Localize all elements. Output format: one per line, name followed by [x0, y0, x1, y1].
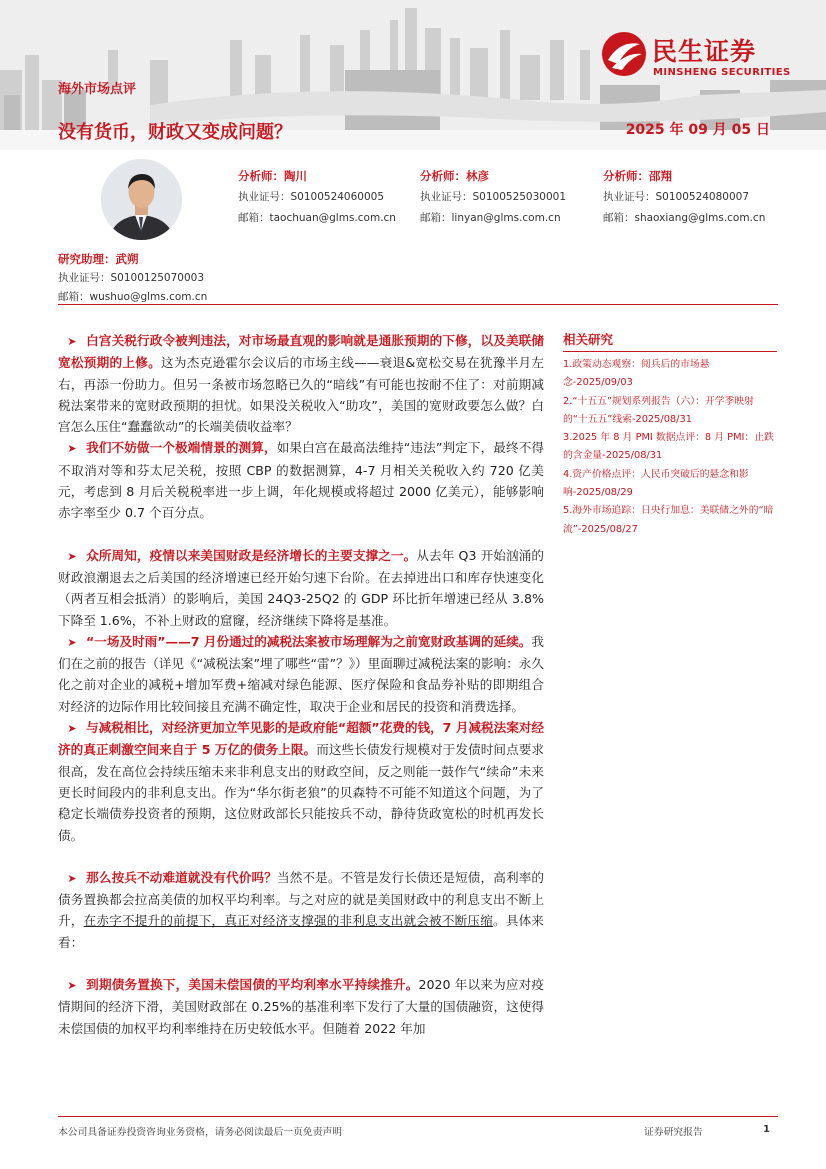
paragraph-text: 如果白宫在最高法维持“违法”判定下，最终不得不取消对等和芬太尼关税，按照 CBP 的数据测算，4-7 月相关关税收入约 720 亿美元，考虑到 8 月后关税税率进一步上调，年化规模或将超过 2000 亿美元），能够影响赤字率至少 0.7 个百分点。 — [58, 440, 545, 521]
minsheng-securities-logo — [600, 30, 805, 86]
footer-disclaimer: 本公司具备证券投资咨询业务资格，请务必阅读最后一页免责声明 — [58, 1127, 343, 1138]
analyst-email[interactable]: 邮箱：taochuan@glms.com.cn — [238, 212, 396, 224]
related-research-item[interactable]: 4.资产价格点评：人民币突破后的悬念和影响-2025/08/29 — [563, 468, 749, 499]
paragraph-lead: 与减税相比，对经济更加立竿见影的是政府能“超额”花费的钱，7 月减税法案对经济的真正刺激空间来自于 5 万亿的债务上限。 — [58, 720, 544, 758]
page-footer — [58, 1122, 778, 1142]
analyst-card-1 — [238, 166, 396, 229]
bullet-arrow-icon: ➤ — [67, 979, 77, 993]
related-research-panel — [563, 330, 777, 539]
report-date: 2025 年 09 月 05 日 — [625, 122, 770, 138]
research-assistant — [58, 250, 207, 307]
report-type-label: 海外市场点评 — [58, 82, 137, 97]
person-portrait-icon — [101, 159, 182, 240]
assistant-email[interactable]: 邮箱：wushuo@glms.com.cn — [58, 291, 208, 303]
paragraph-lead: “一场及时雨”——7 月份通过的减税法案被市场理解为之前宽财政基调的延续。 — [86, 633, 532, 649]
paragraph-text: 从去年 Q3 开始汹涌的财政浪潮退去之后美国的经济增速已经开始匀速下台阶。在去掉进出口和库存快速变化（两者互相会抵消）的影响后，美国 24Q3-25Q2 的 GDP 环比折年增速已经从 3.8%下降至 1.6%，不补上财政的窟窿，经济继续下降将是基准。 — [58, 547, 544, 628]
body-paragraph — [58, 974, 544, 1039]
analyst-email[interactable]: 邮箱：shaoxiang@glms.com.cn — [603, 212, 766, 224]
logo-text-cn: 民生证券 — [652, 37, 757, 66]
analyst-cert: 执业证号：S0100524080007 — [603, 191, 750, 203]
analyst-photo — [101, 159, 182, 240]
logo-text-en: MINSHENG SECURITIES — [653, 67, 791, 78]
paragraph-text: 这为杰克逊霍尔会议后的市场主线——衰退&宽松交易在犹豫半月左右，再添一份助力。但另一条被市场忽略已久的“暗线”有可能也按耐不住了：对前期减税法案带来的宽财政预期的担忧。如果没关税收入“助攻”，美国的宽财政要怎么做？白宫怎么压住“蠢蠢欲动”的长端美债收益率？ — [58, 355, 545, 435]
analyst-card-2 — [420, 166, 566, 229]
related-research-title: 相关研究 — [563, 330, 777, 352]
bullet-arrow-icon: ➤ — [67, 549, 77, 563]
footer-divider — [58, 1116, 778, 1117]
footer-doc-kind: 证券研究报告 — [644, 1127, 703, 1138]
related-research-item[interactable]: 2.“十五五”规划系列报告（六）：开学季映射的“十五五”线索-2025/08/31 — [563, 395, 754, 425]
body-paragraph — [58, 545, 544, 631]
paragraph-text: 而这些长债发行规模对于发债时间点要求很高，发在高位会持续压缩未来非利息支出的财政空间，反之则能一鼓作气“续命”未来更长时间段内的非利息支出。作为“华尔街老狼”的贝森特不可能不知道这个问题，为了稳定长端债券投资者的预期，这位财政部长只能按兵不动，静待货政宽松的时机再发长债。 — [58, 742, 544, 843]
report-title: 没有货币，财政又变成问题？ — [58, 122, 292, 143]
minsheng-logo-icon — [600, 30, 648, 78]
bullet-arrow-icon: ➤ — [67, 335, 77, 348]
bullet-arrow-icon: ➤ — [67, 871, 77, 885]
bullet-arrow-icon: ➤ — [67, 635, 77, 649]
paragraph-text: 2020 年以来为应对疫情期间的经济下滑，美国财政部在 0.25%的基准利率下发行了大量的国债融资，这使得未偿国债的加权平均利率维持在历史较低水平。但随着 2022 年加 — [58, 977, 545, 1036]
analyst-card-3 — [603, 166, 765, 229]
related-research-item[interactable]: 3.2025 年 8 月 PMI 数据点评：8 月 PMI：止跌的含金量-2025/08/31 — [563, 432, 774, 462]
body-paragraph — [58, 631, 544, 717]
analyst-name: 分析师：陶川 — [238, 169, 307, 183]
related-research-list — [563, 356, 777, 539]
paragraph-lead: 那么按兵不动难道就没有代价吗？ — [86, 869, 277, 885]
report-body — [58, 330, 544, 1039]
bullet-arrow-icon: ➤ — [67, 722, 77, 736]
assistant-name: 研究助理：武朔 — [58, 252, 139, 266]
paragraph-lead: 到期债务置换下，美国未偿国债的平均利率水平持续推升。 — [86, 977, 419, 993]
analyst-cert: 执业证号：S0100524060005 — [238, 191, 385, 203]
body-paragraph — [58, 717, 544, 846]
related-research-item[interactable]: 1.政策动态观察：阅兵后的市场悬念-2025/09/03 — [563, 359, 710, 389]
related-research-item[interactable]: 5.海外市场追踪：日央行加息：美联储之外的“暗流”-2025/08/27 — [563, 505, 774, 535]
analyst-email[interactable]: 邮箱：linyan@glms.com.cn — [420, 212, 561, 224]
analyst-name: 分析师：邵翔 — [603, 169, 672, 183]
paragraph-lead: 我们不妨做一个极端情景的测算， — [86, 440, 277, 456]
bullet-arrow-icon: ➤ — [67, 442, 77, 456]
assistant-cert: 执业证号：S0100125070003 — [58, 272, 205, 284]
body-paragraph — [58, 867, 544, 953]
body-paragraph — [58, 330, 544, 437]
paragraph-text: 。具体来看： — [58, 913, 545, 950]
paragraph-lead: 众所周知，疫情以来美国财政是经济增长的主要支撑之一。 — [86, 547, 417, 563]
analyst-cert: 执业证号：S0100525030001 — [420, 191, 567, 203]
underlined-text: 在赤字不提升的前提下，真正对经济支撑强的非利息支出就会被不断压缩 — [83, 913, 494, 929]
paragraph-text: 我们在之前的报告（详见《“减税法案”埋了哪些“雷”？》）里面聊过减税法案的影响：永久化之前对企业的减税+增加军费+缩减对绿色能源、医疗保险和食品券补贴的即期组合对经济的边际作用比较间接且充满不确定性，取决于企业和居民的投资和消费选择。 — [58, 633, 544, 714]
paragraph-text: 当然不是。不管是发行长债还是短债，高利率的债务置换都会拉高美债的加权平均利率。与之对应的就是美国财政中的利息支出不断上升， — [58, 869, 545, 929]
body-paragraph — [58, 437, 544, 523]
page-number: 1 — [763, 1124, 770, 1135]
paragraph-lead: 白宫关税行政令被判违法，对市场最直观的影响就是通胀预期的下修，以及美联储宽松预期的上修。 — [58, 333, 544, 371]
header-divider — [58, 304, 778, 305]
analyst-name: 分析师：林彦 — [420, 169, 489, 183]
